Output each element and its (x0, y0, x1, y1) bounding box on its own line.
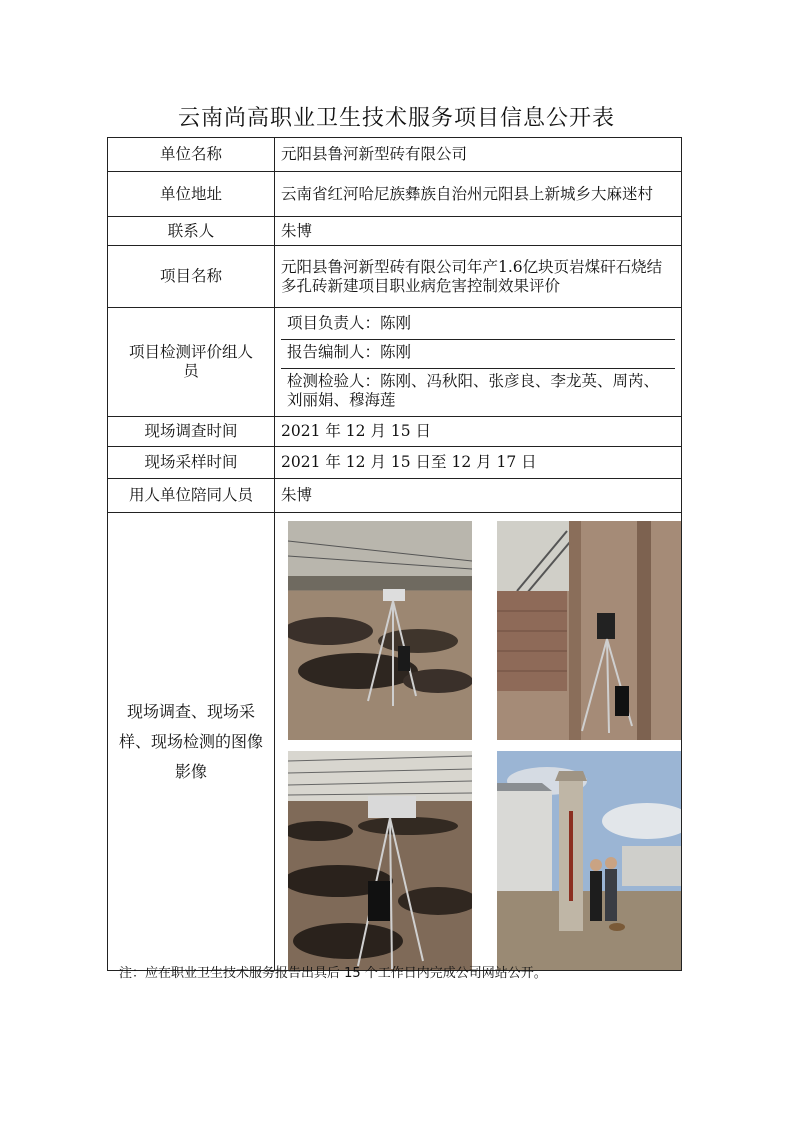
personnel-cell (275, 308, 682, 417)
photo-kiln-2 (497, 521, 681, 740)
personnel-label (108, 308, 275, 417)
footnote: 注：应在职业卫生技术服务报告出具后 15 个工作日内完成公司网站公开。 (119, 966, 547, 981)
project-name-value: 元阳县鲁河新型砖有限公司年产1.6亿块页岩煤矸石烧结多孔砖新建项目职业病危害控制效果评价 (275, 246, 682, 308)
sampling-time-value: 2021 年 12 月 15 日至 12 月 17 日 (275, 447, 682, 479)
personnel-label-text: 项目检测评价组人员 (128, 343, 253, 380)
sampling-time-label: 现场采样时间 (108, 447, 275, 479)
page-title: 云南尚高职业卫生技术服务项目信息公开表 (177, 106, 615, 131)
unit-name-value: 元阳县鲁河新型砖有限公司 (275, 138, 682, 172)
escort-label: 用人单位陪同人员 (108, 479, 275, 513)
photo-grid (281, 517, 675, 967)
survey-time-value: 2021 年 12 月 15 日 (275, 417, 682, 447)
unit-address-value: 云南省红河哈尼族彝族自治州元阳县上新城乡大麻迷村 (275, 172, 682, 217)
contact-value: 朱博 (275, 217, 682, 246)
info-table (107, 137, 682, 971)
images-label-text: 现场调查、现场采样、现场检测的图像影像 (118, 701, 263, 781)
images-cell (275, 513, 682, 971)
escort-value: 朱博 (275, 479, 682, 513)
inspectors: 检测检验人：陈刚、冯秋阳、张彦良、李龙英、周芮、刘丽娟、穆海莲 (287, 372, 660, 409)
project-name-label: 项目名称 (108, 246, 275, 308)
unit-name-label: 单位名称 (108, 138, 275, 172)
report-author: 报告编制人：陈刚 (281, 340, 675, 369)
contact-label: 联系人 (108, 217, 275, 246)
project-leader: 项目负责人：陈刚 (281, 311, 675, 340)
photo-kiln-1 (288, 521, 472, 740)
photo-kiln-3 (288, 751, 472, 970)
images-label (108, 513, 275, 971)
photo-gate-people (497, 751, 681, 970)
unit-address-label: 单位地址 (108, 172, 275, 217)
survey-time-label: 现场调查时间 (108, 417, 275, 447)
